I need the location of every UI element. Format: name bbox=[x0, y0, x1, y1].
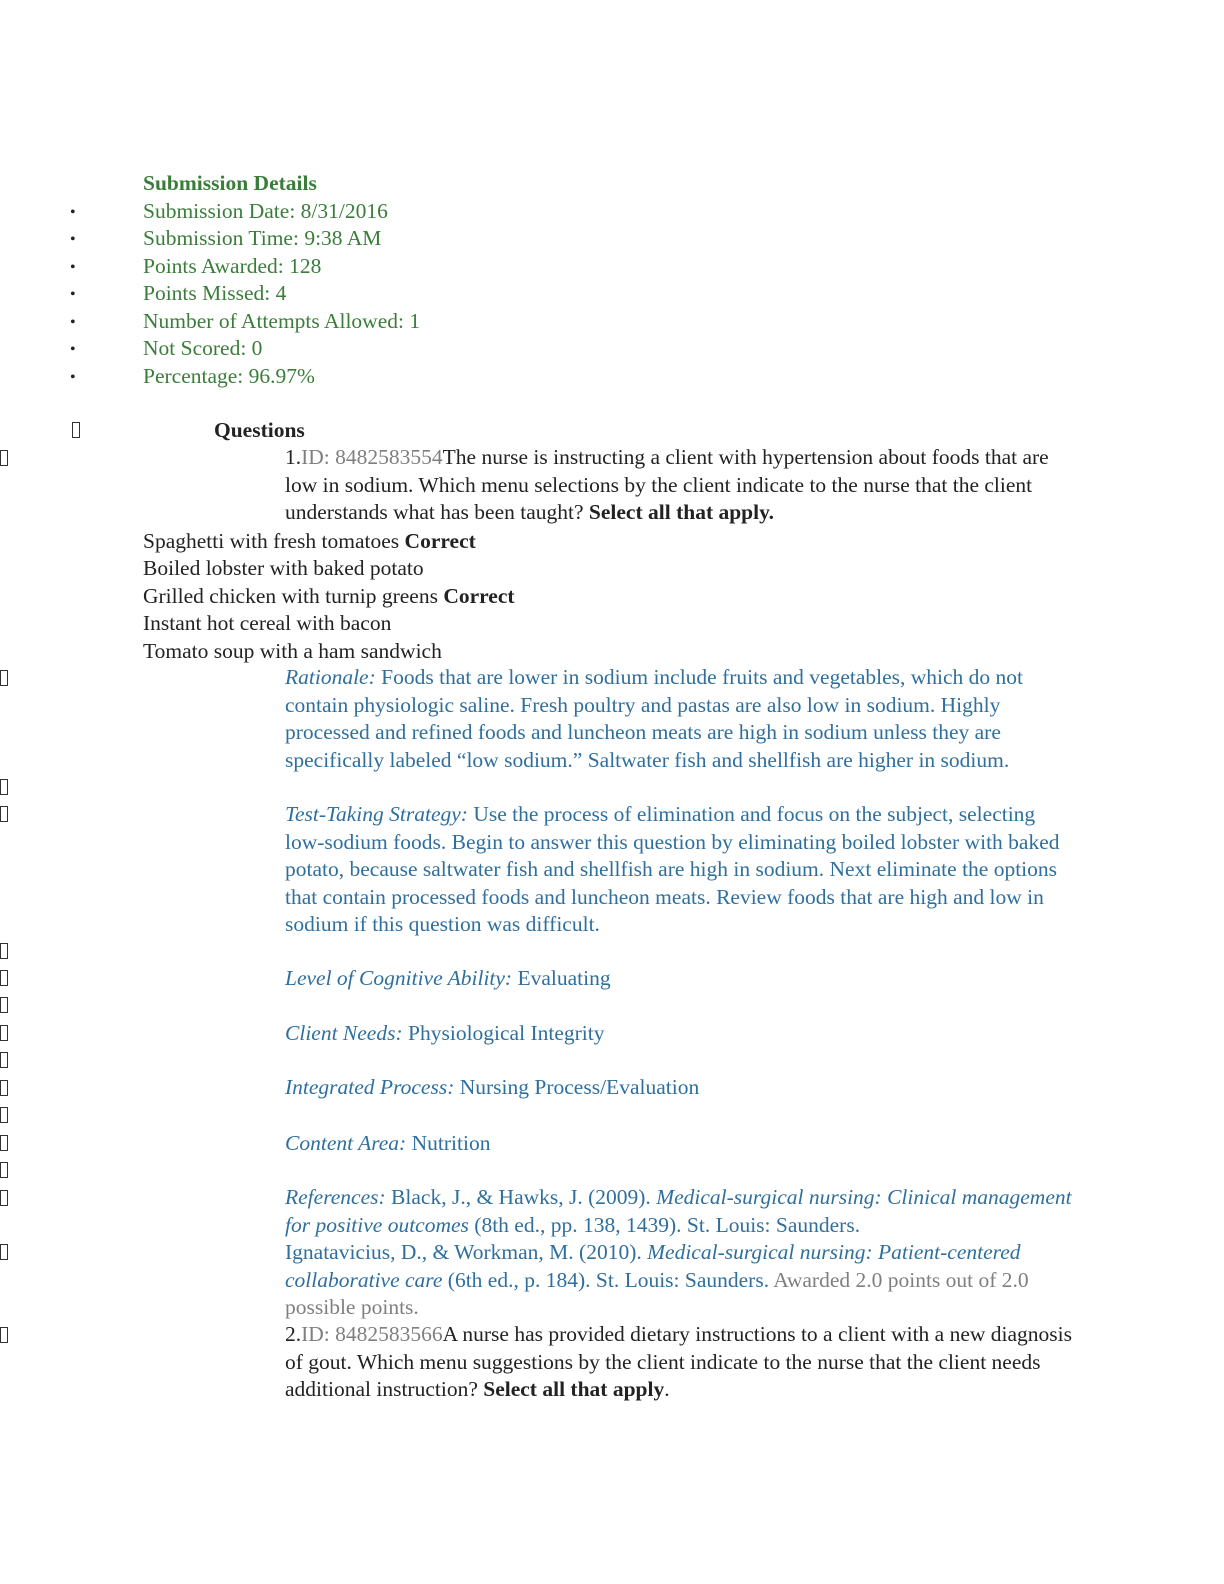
points-awarded: Points Awarded: 128 bbox=[143, 254, 322, 278]
question-id: ID: 8482583566 bbox=[301, 1322, 443, 1346]
reference-title: Medical-surgical nursing: Clinical management for positive outcomes bbox=[285, 1185, 1072, 1237]
points-awarded-note: Awarded 2.0 points out of 2.0 possible points. bbox=[285, 1267, 1029, 1319]
rationale-text: Foods that are lower in sodium include fruits and vegetables, which do not contain physiologic saline. Fresh poultry and pastas are also low in sodium. Highly processed and refined foods and luncheon meats are high in sodium unless they are specifically labeled “low sodium.” Saltwater fish and shellfish are higher in sodium. bbox=[285, 665, 1024, 772]
reference-title: Medical-surgical nursing: Patient-centered collaborative care bbox=[285, 1240, 1021, 1292]
question-2 bbox=[143, 1321, 1078, 1404]
submission-title: Submission Details bbox=[143, 171, 317, 195]
question-2-stem: 2.ID: 8482583566A nurse has provided dietary instructions to a client with a new diagnosis of gout. Which menu suggestions by the client indicate to the nurse that the client needs additional instruction? Select all that apply. bbox=[285, 1322, 1073, 1401]
answer-option: Grilled chicken with turnip greens Correct bbox=[143, 584, 515, 608]
integrated-process: Integrated Process: Nursing Process/Evaluation bbox=[285, 1075, 700, 1099]
placeholder-glyph-icon bbox=[0, 1327, 8, 1343]
rationale-label: Rationale: bbox=[285, 665, 376, 689]
submission-time: Submission Time: 9:38 AM bbox=[143, 226, 382, 250]
points-missed: Points Missed: 4 bbox=[143, 281, 287, 305]
reference-2: Ignatavicius, D., & Workman, M. (2010). Medical-surgical nursing: Patient-centered collaborative care (6th ed., p. 184). St. Louis: Saunders. Awarded 2.0 points out of 2.0 possible points. bbox=[285, 1240, 1029, 1319]
bullet: • bbox=[70, 286, 76, 303]
strategy-label: Test-Taking Strategy: bbox=[285, 802, 468, 826]
test-taking-strategy bbox=[143, 801, 1078, 939]
strategy-text: Use the process of elimination and focus on the subject, selecting low-sodium foods. Begin to answer this question by eliminating boiled lobster with baked potato, because saltwater fish and shellfish are high in sodium. Next eliminate the options that contain processed foods and luncheon meats. Review foods that are high and low in sodium if this question was difficult. bbox=[285, 802, 1060, 936]
answer-option: Spaghetti with fresh tomatoes Correct bbox=[143, 529, 476, 553]
answer-option: Tomato soup with a ham sandwich bbox=[143, 639, 442, 663]
answer-option: Boiled lobster with baked potato bbox=[143, 556, 424, 580]
placeholder-glyph-icon bbox=[0, 806, 8, 822]
bullet: • bbox=[70, 204, 76, 221]
rationale bbox=[143, 664, 1078, 774]
question-number: 1. bbox=[285, 445, 302, 469]
placeholder-glyph-icon bbox=[0, 450, 8, 466]
placeholder-glyph-icon bbox=[0, 1052, 8, 1068]
question-instruction: Select all that apply bbox=[483, 1377, 665, 1401]
bullet: • bbox=[70, 341, 76, 358]
placeholder-glyph-icon bbox=[0, 1135, 8, 1151]
placeholder-glyph-icon bbox=[0, 1244, 8, 1260]
bullet: • bbox=[70, 231, 76, 248]
placeholder-glyph-icon bbox=[0, 970, 8, 986]
placeholder-glyph-icon bbox=[0, 1080, 8, 1096]
question-instruction: Select all that apply. bbox=[588, 500, 775, 524]
placeholder-glyph-icon bbox=[0, 1025, 8, 1041]
question-text: The nurse is instructing a client with hypertension about foods that are low in sodium. Which menu selections by the client indicate to the nurse that the client understands what has been taught? bbox=[285, 445, 1049, 524]
placeholder-glyph-icon bbox=[0, 1162, 8, 1178]
not-scored: Not Scored: 0 bbox=[143, 336, 263, 360]
client-needs: Client Needs: Physiological Integrity bbox=[285, 1021, 605, 1045]
placeholder-glyph-icon bbox=[0, 670, 8, 686]
question-id: ID: 8482583554 bbox=[301, 445, 443, 469]
placeholder-glyph-icon bbox=[0, 1190, 8, 1206]
cognitive-level: Level of Cognitive Ability: Evaluating bbox=[285, 966, 611, 990]
question-1 bbox=[143, 444, 1078, 527]
correct-mark: Correct bbox=[443, 584, 515, 608]
question-number: 2. bbox=[285, 1322, 302, 1346]
bullet: • bbox=[70, 369, 76, 386]
placeholder-glyph-icon bbox=[0, 943, 8, 959]
attempts-allowed: Number of Attempts Allowed: 1 bbox=[143, 309, 421, 333]
bullet: • bbox=[70, 259, 76, 276]
placeholder-glyph-icon bbox=[0, 997, 8, 1013]
placeholder-glyph-icon bbox=[72, 422, 80, 438]
placeholder-glyph-icon bbox=[0, 1107, 8, 1123]
reference-1: References: Black, J., & Hawks, J. (2009). Medical-surgical nursing: Clinical management for positive outcomes (8th ed., pp. 138, 1439). St. Louis: Saunders. bbox=[285, 1185, 1072, 1237]
correct-mark: Correct bbox=[404, 529, 476, 553]
percentage: Percentage: 96.97% bbox=[143, 364, 315, 388]
references-label: References: bbox=[285, 1185, 386, 1209]
question-text: A nurse has provided dietary instructions to a client with a new diagnosis of gout. Which menu suggestions by the client indicate to the nurse that the client needs additional instruction? bbox=[285, 1322, 1073, 1401]
placeholder-glyph-icon bbox=[0, 779, 8, 795]
answer-option: Instant hot cereal with bacon bbox=[143, 611, 392, 635]
content-area: Content Area: Nutrition bbox=[285, 1131, 491, 1155]
question-1-stem bbox=[143, 444, 1078, 527]
questions-heading: Questions bbox=[214, 418, 305, 442]
submission-date: Submission Date: 8/31/2016 bbox=[143, 199, 388, 223]
bullet: • bbox=[70, 314, 76, 331]
